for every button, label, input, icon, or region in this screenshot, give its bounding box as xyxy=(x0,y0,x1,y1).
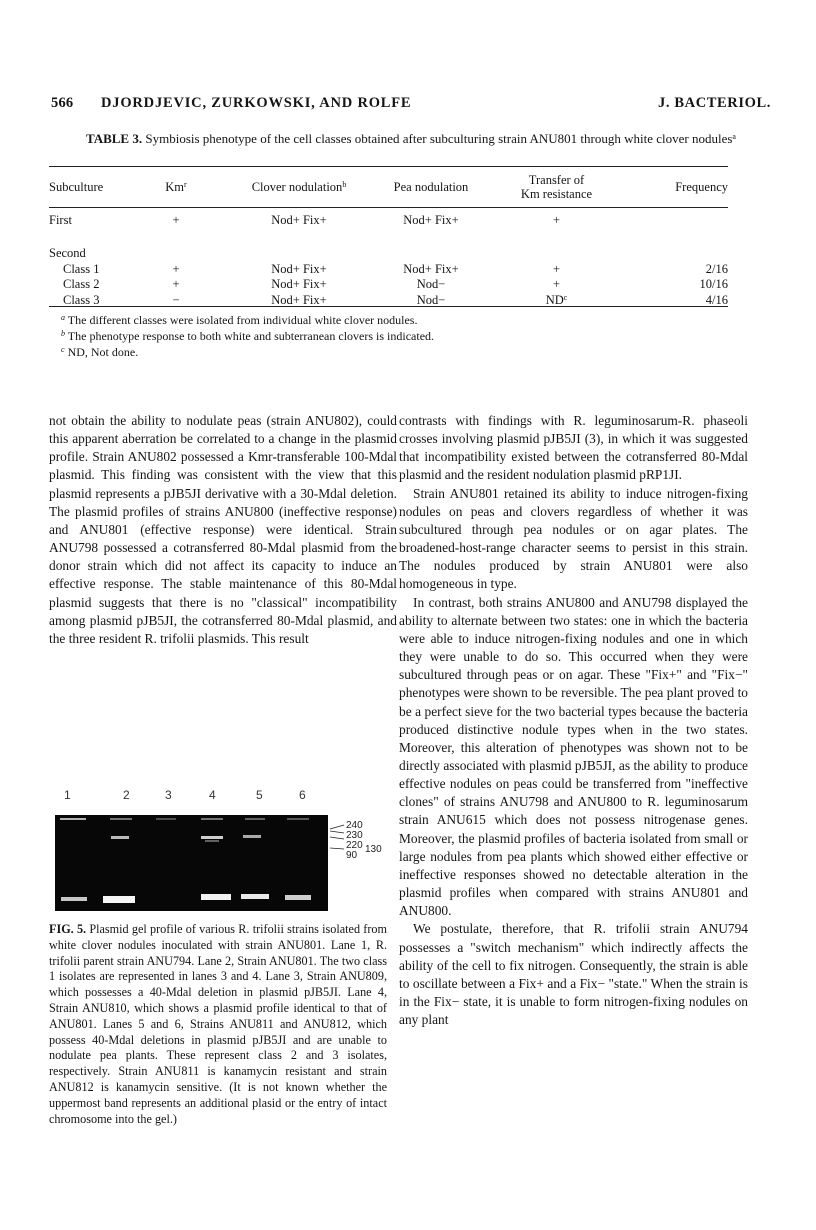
running-header xyxy=(51,95,771,117)
table-header-row xyxy=(49,170,728,204)
col-subculture: Subculture xyxy=(49,180,104,194)
col-transfer-km: Transfer of Km resistance xyxy=(520,173,593,201)
size-marker: 90 xyxy=(346,850,358,861)
lane-label: 2 xyxy=(123,788,130,802)
plasmid-gel-image xyxy=(55,815,328,911)
col-clover-nodulation: Clover nodulation$^b$ xyxy=(251,180,347,194)
author-names: DJORDJEVIC, ZURKOWSKI, AND ROLFE xyxy=(101,95,412,111)
size-marker-lines xyxy=(328,815,398,865)
col-km: Km$^r$ xyxy=(165,180,187,194)
table-footnote: $^c$ ND, Not done. xyxy=(61,345,139,359)
table-top-rule xyxy=(49,166,728,167)
size-marker: 220 xyxy=(346,840,363,851)
table-row: Class 2 + Nod+ Fix+ Nod− + 10/16 xyxy=(63,277,728,291)
lane-label: 4 xyxy=(209,788,216,802)
figure-caption xyxy=(49,922,387,1127)
table-bottom-rule xyxy=(49,306,728,307)
table-footnote: $^b$ The phenotype response to both white and subterranean clovers is indicated. xyxy=(61,329,435,343)
col-pea-nodulation: Pea nodulation xyxy=(393,180,469,194)
table-title-footnote-marker: a xyxy=(732,132,736,141)
table-row: Class 3 − Nod+ Fix+ Nod− $ND^c$ 4/16 xyxy=(63,292,728,307)
paragraph: not obtain the ability to nodulate peas (strain ANU802), could this apparent aberration be correlated to a change in the plasmid profile. Strain ANU802 possessed a Kmr-transferable 100-Mdal plasmid. This finding was consistent with the view that this plasmid represents a pJB5JI derivative with a 30-Mdal deletion. The plasmid profiles of strains ANU800 (ineffective response) and ANU801 (effective response) were identical. Strain ANU798 possessed a cotransferred 80-Mdal plasmid from the donor strain which did not affect its capacity to induce an effective response. The stable maintenance of this 80-Mdal plasmid suggests that there is no "classical" incompatibility among plasmid pJB5JI, the cotransferred 80-Mdal plasmid, and the three resident R. trifolii plasmids. This result xyxy=(49,413,397,646)
table-row: Class 1 + Nod+ Fix+ Nod+ Fix+ + 2/16 xyxy=(63,261,728,276)
symbiosis-phenotype-table xyxy=(49,170,728,308)
table-row: First + Nod+ Fix+ Nod+ Fix+ + xyxy=(49,213,561,228)
paragraph: In contrast, both strains ANU800 and ANU798 displayed the ability to alternate between two states: one in which the bacteria were able to induce nitrogen-fixing nodules and one in which they were unable to do so. This occurred when they were subcultured through peas or on agar. These "Fix+" and "Fix−" phenotypes were shown to be reversible. The pea plant proved to be a perfect sieve for the two bacterial types because the bacteria produced distinctive nodule types when in the two states. Moreover, this alteration of phenotypes was shown not to be directly associated with plasmid pJB5JI, as the ability to produce effective nodules on peas could be transferred from "ineffective clones" of strains ANU798 and ANU800 to R. leguminosarum strain ANU615 which does not possess nitrogenase genes. Moreover, the plasmid profiles of bacteria isolated from small or large nodules from pea plants which showed either effective or ineffective responses showed no detectable alteration in the plasmid profiles when compared with strains ANU801 and ANU800. xyxy=(399,594,748,919)
page-number: 566 xyxy=(51,95,74,111)
paragraph: Strain ANU801 retained its ability to induce nitrogen-fixing nodules on peas and clovers regardless of whether it was subcultured through pea nodules or on agar plates. The broadened-host-range character seems to persist in this strain. The nodules produced by strain ANU801 were also homogeneous in type. xyxy=(399,485,748,592)
table-row: Second xyxy=(49,246,86,260)
journal-name: J. BACTERIOL. xyxy=(658,95,771,111)
paragraph: contrasts with findings with R. leguminosarum-R. phaseoli crosses involving plasmid pJB5JI (3), in which it was suggested that incompatibility existed between the cotransferred 80-Mdal plasmid and the resident nodulation plasmid pRP1JI. xyxy=(399,413,748,483)
table-title: Symbiosis phenotype of the cell classes obtained after subculturing strain ANU801 through white clover nodules xyxy=(145,131,733,146)
lane-label: 1 xyxy=(64,788,71,802)
size-marker: 230 xyxy=(346,830,363,841)
left-column-text xyxy=(49,412,397,648)
paragraph: We postulate, therefore, that R. trifolii strain ANU794 possesses a "switch mechanism" which indirectly affects the ability of the cell to fix nitrogen. Consequently, the strain is able to oscillate between a Fix+ and a Fix− "state." When the strain is in the Fix− state, it is unable to form nitrogen-fixing nodules on any plant xyxy=(399,921,748,1028)
table-label: TABLE 3. xyxy=(86,131,143,146)
lane-label: 6 xyxy=(299,788,306,802)
right-column-text xyxy=(399,412,748,1029)
lane-label: 3 xyxy=(165,788,172,802)
figure-label: FIG. 5. xyxy=(49,922,87,936)
size-marker: 130 xyxy=(365,844,382,855)
table-caption xyxy=(51,131,771,147)
lane-label: 5 xyxy=(256,788,263,802)
gel-bands xyxy=(55,815,328,911)
col-frequency: Frequency xyxy=(675,180,728,194)
table-footnote: $^a$ The different classes were isolated from individual white clover nodules. xyxy=(61,313,418,327)
figure-caption-text: Plasmid gel profile of various R. trifolii strains isolated from white clover nodules inoculated with strain ANU801. Lane 1, R. trifolii parent strain ANU794. Lane 2, Strain ANU801. The two class 1 isolates are represented in lanes 3 and 4. Lane 3, Strain ANU809, which possesses a 40-Mdal deletion in plasmid pJB5JI. Lane 4, Strain ANU810, which shows a plasmid profile identical to that of ANU801. Lanes 5 and 6, Strains ANU811 and ANU812, which possess 40-Mdal deletions in plasmid pJB5JI and are unable to nodulate pea plants. These represent class 2 and 3 isolates, respectively. Strain ANU811 is kanamycin resistant and strain ANU812 is kanamycin sensitive. (It is not known whether the uppermost band represents an additional plasid or the entry of intact chromosome into the gel.) xyxy=(49,922,388,1126)
size-marker: 240 xyxy=(346,820,363,831)
